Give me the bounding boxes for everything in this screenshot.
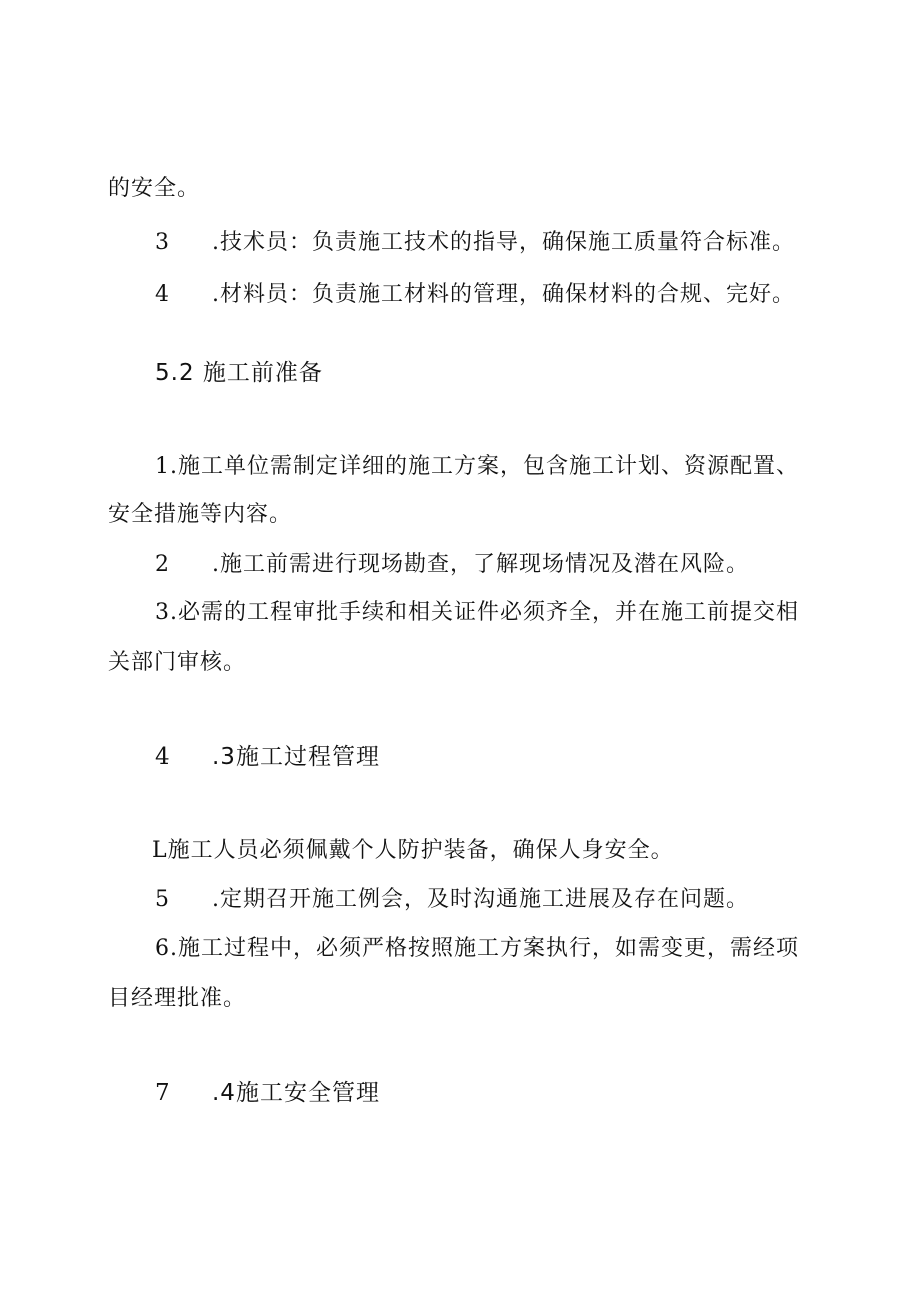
list-text: 关部门审核。 (108, 650, 247, 675)
list-number: 5 (155, 887, 170, 912)
list-text: L施工人员必须佩戴个人防护装备，确保人身安全。 (152, 838, 674, 863)
heading-text: 5.2 施工前准备 (155, 360, 323, 386)
paragraph-text: 的安全。 (108, 176, 201, 201)
list-item-protective-gear (152, 836, 674, 866)
heading-number: 7 (155, 1080, 171, 1106)
heading-number: 4 (155, 744, 171, 770)
heading-text: .4施工安全管理 (212, 1080, 380, 1106)
list-item-approval-line1 (155, 598, 799, 628)
list-item-follow-plan-line2 (108, 984, 246, 1014)
list-item-follow-plan-line1 (155, 934, 799, 964)
paragraph-continuation (108, 174, 200, 204)
list-text: .材料员：负责施工材料的管理，确保材料的合规、完好。 (212, 282, 795, 307)
heading-text: .3施工过程管理 (212, 744, 380, 770)
list-text: 3.必需的工程审批手续和相关证件必须齐全，并在施工前提交相 (155, 600, 799, 625)
list-number: 4 (155, 282, 170, 307)
section-heading-5-2 (155, 358, 323, 388)
list-number: 2 (155, 552, 170, 577)
list-text: 目经理批准。 (108, 986, 247, 1011)
list-item-plan-line2 (108, 500, 292, 530)
list-text: .施工前需进行现场勘查，了解现场情况及潜在风险。 (212, 552, 749, 577)
list-item-approval-line2 (108, 648, 246, 678)
list-text: 6.施工过程中，必须严格按照施工方案执行，如需变更，需经项 (155, 936, 799, 961)
list-item-plan-line1 (155, 452, 799, 482)
list-number: 3 (155, 230, 170, 255)
list-text: .定期召开施工例会，及时沟通施工进展及存在问题。 (212, 887, 749, 912)
list-text: 安全措施等内容。 (108, 502, 293, 527)
list-text: .技术员：负责施工技术的指导，确保施工质量符合标准。 (212, 230, 795, 255)
list-text: 1.施工单位需制定详细的施工方案，包含施工计划、资源配置、 (155, 454, 799, 479)
